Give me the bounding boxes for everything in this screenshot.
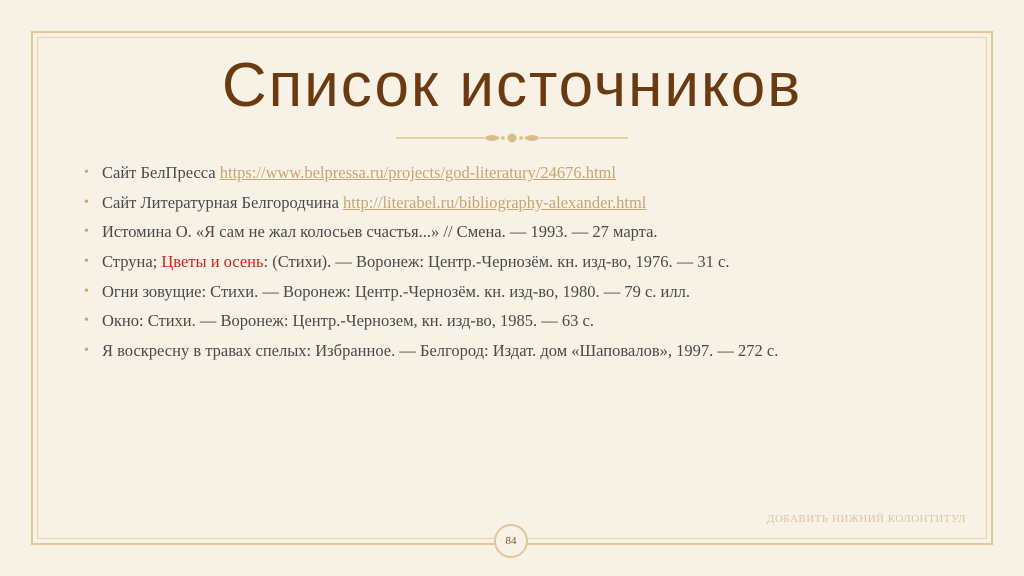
bullet-icon: • bbox=[84, 194, 89, 210]
title-ornament-divider bbox=[396, 130, 628, 146]
list-item bbox=[78, 247, 958, 277]
bullet-icon: • bbox=[84, 313, 89, 329]
bullet-icon: • bbox=[84, 343, 89, 359]
source-link[interactable]: https://www.belpressa.ru/projects/god-literatury/24676.html bbox=[219, 163, 616, 182]
list-item bbox=[78, 277, 958, 307]
list-item-text: Струна; bbox=[102, 252, 162, 272]
list-item bbox=[78, 306, 958, 336]
bullet-icon: • bbox=[84, 283, 89, 299]
list-item bbox=[78, 336, 958, 366]
footer-placeholder[interactable]: ДОБАВИТЬ НИЖНИЙ КОЛОНТИТУЛ bbox=[766, 513, 966, 525]
bullet-icon: • bbox=[84, 165, 89, 180]
list-item bbox=[78, 158, 958, 188]
bullet-icon: • bbox=[84, 224, 89, 240]
list-item-text: Я воскресну в травах спелых: Избранное. — Белгород: Издат. дом «Шаповалов», 1997. — 272 с. bbox=[102, 341, 779, 361]
list-item-text: Огни зовущие: Стихи. — Воронеж: Центр.-Чернозём. кн. изд-во, 1980. — 79 с. илл. bbox=[102, 281, 690, 301]
highlighted-title: Цветы и осень bbox=[161, 252, 264, 272]
list-item bbox=[78, 217, 958, 247]
source-link[interactable]: http://literabel.ru/bibliography-alexander.html bbox=[343, 192, 647, 212]
list-item-text: Сайт БелПресса bbox=[102, 163, 220, 182]
list-item-text: Истомина О. «Я сам не жал колосьев счастья...» // Смена. — 1993. — 27 марта. bbox=[102, 222, 658, 242]
list-item-text: : (Стихи). — Воронеж: Центр.-Чернозём. кн. изд-во, 1976. — 31 с. bbox=[263, 252, 730, 272]
list-item-text: Окно: Стихи. — Воронеж: Центр.-Чернозем, кн. изд-во, 1985. — 63 с. bbox=[102, 311, 594, 331]
sources-list bbox=[78, 158, 958, 366]
list-item-text: Сайт Литературная Белгородчина bbox=[102, 192, 344, 212]
slide-title[interactable]: Список источников bbox=[221, 51, 803, 120]
list-item bbox=[78, 188, 958, 218]
page-number: 84 bbox=[494, 524, 528, 558]
bullet-icon: • bbox=[84, 254, 89, 270]
